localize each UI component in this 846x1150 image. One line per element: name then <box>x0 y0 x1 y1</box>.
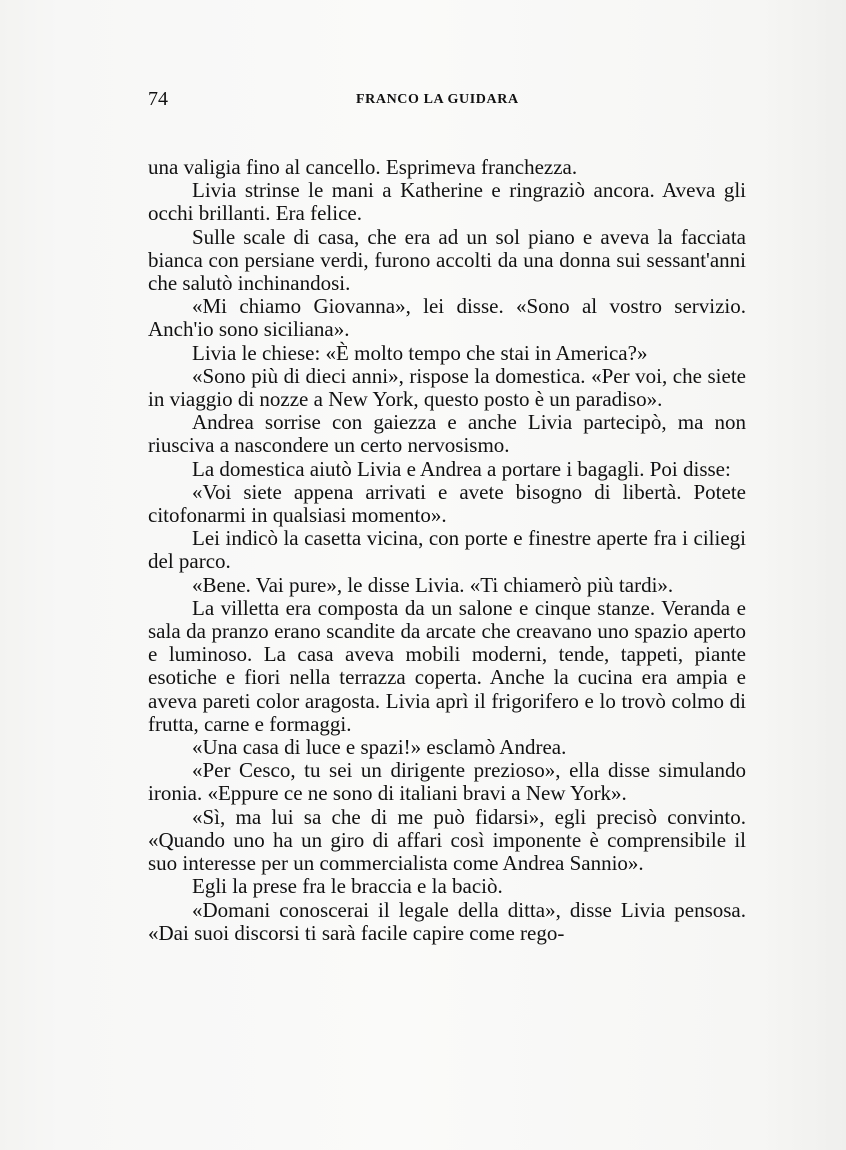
paragraph: «Per Cesco, tu sei un dirigente prezioso», ella disse simulando ironia. «Eppure ce ne sono di italiani bravi a New York». <box>148 758 746 806</box>
paragraph: «Bene. Vai pure», le disse Livia. «Ti chiamerò più tardi». <box>192 572 674 597</box>
paragraph: una valigia fino al cancello. Esprimeva franchezza. <box>148 155 578 179</box>
paragraph: La villetta era composta da un salone e cinque stanze. Veranda e sala da pranzo erano scandite da arcate che creavano uno spazio aperto e luminoso. La casa aveva mobili moderni, tende, tappeti, piante esotiche e fiori nella terrazza coperta. Anche la cucina era ampia e aveva pareti color aragosta. Livia aprì il frigorifero e lo trovò colmo di frutta, carne e formaggi. <box>148 595 746 736</box>
paragraph: Lei indicò la casetta vicina, con porte e finestre aperte fra i ciliegi del parco. <box>148 526 746 574</box>
paragraph: Sulle scale di casa, che era ad un sol piano e aveva la facciata bianca con persiane verdi, furono accolti da una donna sui sessant'anni che salutò inchinandosi. <box>148 224 746 296</box>
paragraph: Egli la prese fra le braccia e la baciò. <box>192 874 503 899</box>
paragraph: Andrea sorrise con gaiezza e anche Livia partecipò, ma non riusciva a nascondere un certo nervosismo. <box>148 410 746 458</box>
paragraph: La domestica aiutò Livia e Andrea a portare i bagagli. Poi disse: <box>192 456 731 481</box>
running-title: FRANCO LA GUIDARA <box>356 92 519 107</box>
paragraph: Livia le chiese: «È molto tempo che stai in America?» <box>192 340 648 365</box>
paragraph: «Domani conoscerai il legale della ditta», disse Livia pensosa. «Dai suoi discorsi ti sarà facile capire come rego- <box>148 897 746 945</box>
paragraph: «Sì, ma lui sa che di me può fidarsi», egli precisò convinto. «Quando uno ha un giro di affari così imponente è comprensibile il suo interesse per un commercialista come Andrea Sannio». <box>148 804 746 876</box>
running-head <box>148 88 748 112</box>
paragraph: Livia strinse le mani a Katherine e ringraziò ancora. Aveva gli occhi brillanti. Era felice. <box>148 178 746 226</box>
page-number: 74 <box>148 88 168 110</box>
body-text <box>148 156 746 945</box>
paragraph: «Una casa di luce e spazi!» esclamò Andrea. <box>192 735 567 760</box>
paragraph: «Sono più di dieci anni», rispose la domestica. «Per voi, che siete in viaggio di nozze a New York, questo posto è un paradiso». <box>148 363 746 412</box>
paragraph: «Voi siete appena arrivati e avete bisogno di libertà. Potete citofonarmi in qualsiasi momento». <box>148 479 746 528</box>
paragraph: «Mi chiamo Giovanna», lei disse. «Sono al vostro servizio. Anch'io sono siciliana». <box>148 294 746 342</box>
